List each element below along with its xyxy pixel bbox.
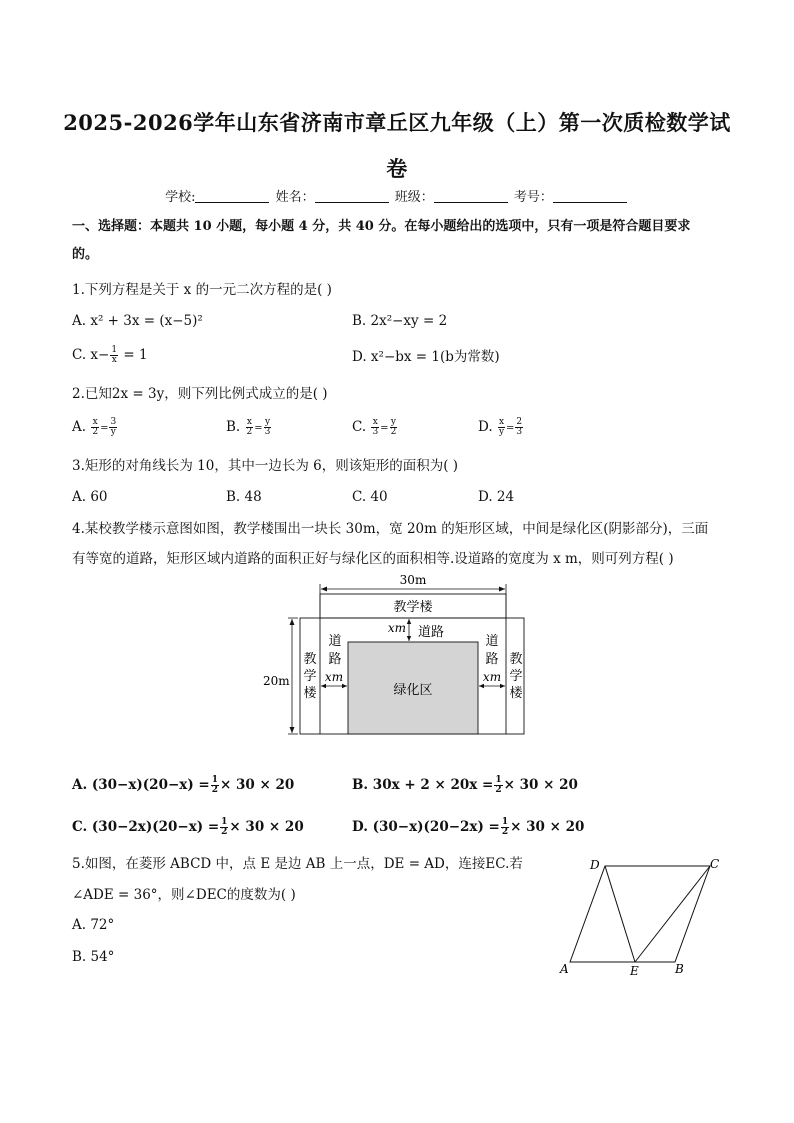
left-road-char-1: 道 <box>328 634 342 649</box>
q2-d-l-num: x <box>498 417 505 427</box>
vertex-a-label: A <box>560 962 569 976</box>
left-building-char-1: 教 <box>303 652 317 667</box>
q4-b-suffix: × 30 × 20 <box>503 777 578 793</box>
q1-c-frac-num: 1 <box>111 345 118 355</box>
q2-a-label: A. <box>72 419 87 435</box>
q2-a-l-num: x <box>92 417 98 427</box>
exam-title <box>60 100 734 192</box>
q1-option-c[interactable] <box>72 346 148 365</box>
point-e-label: E <box>630 964 639 978</box>
q3-option-b[interactable]: B. 48 <box>226 489 262 505</box>
q2-option-b[interactable] <box>226 418 272 438</box>
q4-stem-line-1: 4.某校教学楼示意图如图，教学楼围出一块长 30m，宽 20m 的矩形区域，中间是绿化区(阴影部分)，三面 <box>72 521 709 537</box>
q4-b-half <box>494 776 502 795</box>
q4-a-prefix: A. (30−x)(20−x) = <box>72 777 210 793</box>
q1-option-b[interactable]: B. 2x²−xy = 2 <box>352 313 448 329</box>
top-road-label: 道路 <box>418 625 445 640</box>
q1-c-prefix: C. x− <box>72 347 110 363</box>
q3-option-a[interactable]: A. 60 <box>72 489 108 505</box>
segment-de <box>605 866 635 962</box>
q2-d-l-den: y <box>498 427 505 437</box>
segment-ec <box>635 866 710 962</box>
q2-d-r-den: 3 <box>516 427 523 437</box>
q4-d-half-den: 2 <box>501 827 509 837</box>
q1-c-suffix: = 1 <box>119 347 148 363</box>
section-1-heading-line-1: 一、选择题：本题共 10 小题，每小题 4 分，共 40 分。在每小题给出的选项中，只有一项是符合题目要求 <box>72 219 691 234</box>
vertex-c-label: C <box>710 857 720 871</box>
q2-option-a[interactable] <box>72 418 118 438</box>
q1-option-d[interactable]: D. x²−bx = 1(b为常数) <box>352 349 500 365</box>
q5-option-b[interactable]: B. 54° <box>72 949 115 965</box>
q2-b-r-num: y <box>264 417 271 427</box>
q1-stem: 1.下列方程是关于 x 的一元二次方程的是( ) <box>72 282 332 298</box>
q4-stem-line-2: 有等宽的道路，矩形区域内道路的面积正好与绿化区的面积相等.设道路的宽度为 x m，则可列方程( ) <box>72 551 674 567</box>
q2-d-r-num: 2 <box>516 417 523 427</box>
q2-c-r-den: 2 <box>390 427 397 437</box>
q3-stem: 3.矩形的对角线长为 10，其中一边长为 6，则该矩形的面积为( ) <box>72 458 459 474</box>
school-blank[interactable] <box>195 190 269 203</box>
right-road-x-label: xm <box>482 670 502 684</box>
q2-c-l-num: x <box>372 417 378 427</box>
student-info-fields <box>0 186 794 205</box>
q2-c-label: C. <box>352 419 367 435</box>
q4-c-half <box>220 818 228 837</box>
q4-option-d[interactable] <box>352 818 584 837</box>
height-label: 20m <box>263 674 290 688</box>
q4-option-b[interactable] <box>352 776 578 795</box>
q4-c-prefix: C. (30−2x)(20−x) = <box>72 819 220 835</box>
q2-option-d[interactable] <box>478 418 524 438</box>
q2-option-c[interactable] <box>352 418 398 438</box>
class-label: 班级： <box>394 190 434 205</box>
q2-a-right <box>109 418 117 437</box>
left-building-char-3: 楼 <box>303 686 317 701</box>
q4-b-half-num: 1 <box>495 775 502 785</box>
vertex-b-label: B <box>675 962 684 976</box>
q4-figure <box>260 570 540 745</box>
q2-a-eq: = <box>100 423 109 434</box>
q5-option-a[interactable]: A. 72° <box>72 917 115 933</box>
width-label: 30m <box>399 573 427 587</box>
left-building-char-2: 学 <box>303 669 317 684</box>
q2-c-r-num: y <box>390 417 396 427</box>
title-line-2: 卷 <box>386 156 408 181</box>
q3-option-d[interactable]: D. 24 <box>478 489 515 505</box>
q1-c-frac-den: x <box>111 355 117 365</box>
section-1-heading-line-2: 的。 <box>72 247 99 262</box>
right-building-char-2: 学 <box>509 669 523 684</box>
number-label: 考号： <box>513 190 553 205</box>
q3-option-c[interactable]: C. 40 <box>352 489 388 505</box>
q4-c-suffix: × 30 × 20 <box>229 819 304 835</box>
q1-option-a[interactable]: A. x² + 3x = (x−5)² <box>72 313 203 329</box>
q2-b-l-den: 2 <box>246 427 253 437</box>
top-road-x-label: xm <box>387 621 406 635</box>
q5-rhombus-figure <box>552 852 732 982</box>
name-label: 姓名： <box>275 190 315 205</box>
q2-b-r-den: 3 <box>264 427 271 437</box>
number-blank[interactable] <box>553 190 627 203</box>
school-label: 学校: <box>165 190 196 205</box>
q2-b-left <box>246 418 254 437</box>
q5-stem-line-1: 5.如图，在菱形 ABCD 中，点 E 是边 AB 上一点，DE = AD，连接EC.若 <box>72 856 523 872</box>
q2-d-label: D. <box>478 419 493 435</box>
q2-b-l-num: x <box>246 417 252 427</box>
q4-d-half-num: 1 <box>501 817 509 827</box>
rhombus-abcd <box>570 866 710 962</box>
q2-c-eq: = <box>380 423 389 434</box>
q4-option-a[interactable] <box>72 776 294 795</box>
top-building-label: 教学楼 <box>393 600 433 615</box>
q4-d-half <box>501 818 509 837</box>
q2-b-right <box>264 418 272 437</box>
q2-a-left <box>91 418 99 437</box>
q2-d-eq: = <box>506 423 515 434</box>
right-road-char-2: 路 <box>485 652 499 667</box>
left-road-char-2: 路 <box>328 652 342 667</box>
name-blank[interactable] <box>315 190 389 203</box>
q4-c-half-num: 1 <box>221 817 228 827</box>
class-blank[interactable] <box>434 190 508 203</box>
q4-d-suffix: × 30 × 20 <box>510 819 585 835</box>
q4-a-suffix: × 30 × 20 <box>220 777 295 793</box>
q5-stem-line-2: ∠ADE = 36°，则∠DEC的度数为( ) <box>72 887 296 903</box>
q2-a-l-den: 2 <box>92 427 99 437</box>
q4-b-half-den: 2 <box>495 785 502 795</box>
q2-b-eq: = <box>254 423 263 434</box>
green-area-label: 绿化区 <box>393 683 433 698</box>
left-road-x-label: xm <box>324 670 344 684</box>
q2-a-r-num: 3 <box>110 417 117 427</box>
right-building-char-3: 楼 <box>509 686 523 701</box>
right-road-char-1: 道 <box>485 634 499 649</box>
q2-c-right <box>390 418 398 437</box>
title-line-1: 2025-2026学年山东省济南市章丘区九年级（上）第一次质检数学试 <box>63 110 731 135</box>
q2-d-right <box>515 418 523 437</box>
q4-a-half-num: 1 <box>211 775 218 785</box>
q2-c-left <box>371 418 379 437</box>
vertex-d-label: D <box>590 858 600 872</box>
q2-d-left <box>498 418 505 437</box>
q2-a-r-den: y <box>110 427 116 437</box>
q4-a-half <box>211 776 219 795</box>
q2-stem: 2.已知2x = 3y，则下列比例式成立的是( ) <box>72 386 328 402</box>
q4-a-half-den: 2 <box>211 785 218 795</box>
q4-d-prefix: D. (30−x)(20−2x) = <box>352 819 500 835</box>
q2-b-label: B. <box>226 419 241 435</box>
q4-c-half-den: 2 <box>221 827 228 837</box>
q1-c-fraction <box>110 346 118 365</box>
q4-option-c[interactable] <box>72 818 304 837</box>
q2-c-l-den: 3 <box>372 427 379 437</box>
q4-b-prefix: B. 30x + 2 × 20x = <box>352 777 494 793</box>
right-building-char-1: 教 <box>509 652 523 667</box>
